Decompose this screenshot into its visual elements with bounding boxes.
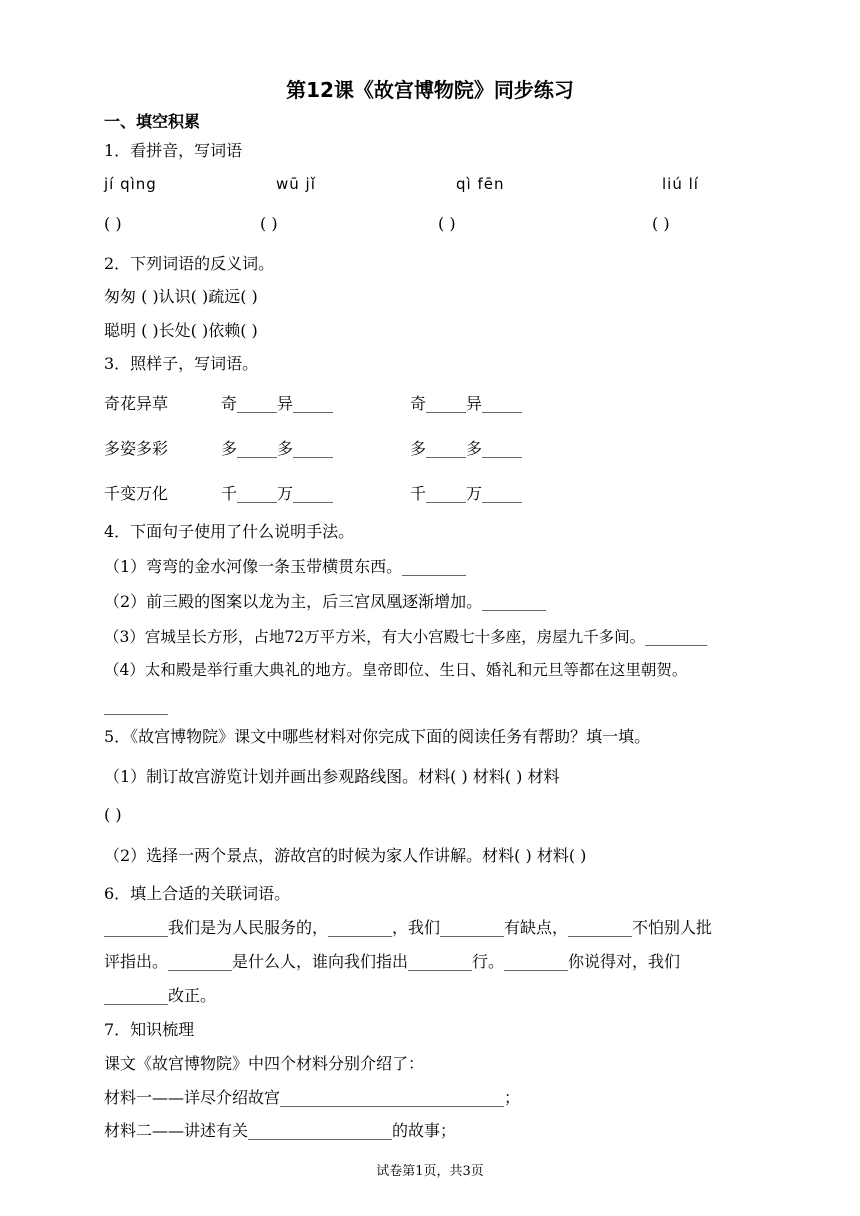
pinyin-3: qì fēn: [456, 175, 505, 193]
question-7-heading: 7．知识梳理: [104, 1020, 195, 1039]
question-1-heading: 1．看拼音，写词语: [104, 141, 243, 160]
conjunction-line-3[interactable]: ________改正。: [104, 986, 217, 1005]
reading-task-2[interactable]: （2）选择一两个景点，游故宫的时候为家人作讲解。材料( ) 材料( ): [104, 846, 587, 865]
sentence-item-4-blank[interactable]: ________: [104, 696, 168, 715]
pattern-blank[interactable]: 奇_____异_____: [221, 394, 334, 413]
example-word: 千变万化: [104, 484, 169, 503]
antonym-row-2[interactable]: 聪明 ( )长处( )依赖( ): [104, 321, 258, 340]
material-1-line[interactable]: 材料一——详尽介绍故宫____________________________；: [104, 1088, 521, 1107]
conjunction-line-2[interactable]: 评指出。________是什么人，谁向我们指出________行。________你说得对，我们: [104, 952, 681, 971]
material-2-line[interactable]: 材料二——讲述有关__________________的故事；: [104, 1121, 457, 1140]
answer-blank-3[interactable]: ( ): [438, 214, 456, 233]
answer-blank-2[interactable]: ( ): [260, 214, 278, 233]
pattern-blank[interactable]: 多_____多_____: [221, 439, 334, 458]
sentence-item-1[interactable]: （1）弯弯的金水河像一条玉带横贯东西。________: [104, 557, 467, 576]
reading-task-1-cont[interactable]: ( ): [104, 805, 122, 824]
page-footer: 试卷第1页，共3页: [376, 1164, 484, 1179]
pattern-blank[interactable]: 千_____万_____: [221, 484, 334, 503]
pinyin-4: liú lí: [662, 175, 699, 193]
example-word: 奇花异草: [104, 394, 169, 413]
answer-blank-4[interactable]: ( ): [652, 214, 670, 233]
pinyin-2: wū jǐ: [276, 175, 316, 193]
example-word: 多姿多彩: [104, 439, 169, 458]
pattern-blank[interactable]: 多_____多_____: [410, 439, 523, 458]
sentence-item-3[interactable]: （3）宫城呈长方形，占地72万平方米，有大小宫殿七十多座，房屋九千多间。________: [104, 628, 708, 646]
knowledge-intro: 课文《故宫博物院》中四个材料分别介绍了：: [104, 1054, 425, 1073]
conjunction-line-1[interactable]: ________我们是为人民服务的，________，我们________有缺点，________不怕别人批: [104, 918, 713, 937]
pinyin-1: jí qìng: [104, 175, 157, 193]
sentence-item-4: （4）太和殿是举行重大典礼的地方。皇帝即位、生日、婚礼和元旦等都在这里朝贺。: [104, 661, 688, 679]
sentence-item-2[interactable]: （2）前三殿的图案以龙为主，后三宫凤凰逐渐增加。________: [104, 592, 547, 611]
question-6-heading: 6．填上合适的关联词语。: [104, 884, 291, 903]
antonym-row-1[interactable]: 匆匆 ( )认识( )疏远( ): [104, 287, 258, 306]
question-2-heading: 2．下列词语的反义词。: [104, 254, 275, 273]
page-title: 第12课《故宫博物院》同步练习: [286, 78, 574, 102]
question-3-heading: 3．照样子，写词语。: [104, 354, 259, 373]
question-4-heading: 4．下面句子使用了什么说明手法。: [104, 522, 355, 541]
answer-blank-1[interactable]: ( ): [104, 214, 122, 233]
pattern-blank[interactable]: 奇_____异_____: [410, 394, 523, 413]
section-heading: 一、填空积累: [104, 112, 201, 131]
question-5-heading: 5．《故宫博物院》课文中哪些材料对你完成下面的阅读任务有帮助？填一填。: [104, 727, 651, 746]
reading-task-1[interactable]: （1）制订故宫游览计划并画出参观路线图。材料( ) 材料( ) 材料: [104, 767, 560, 786]
pattern-blank[interactable]: 千_____万_____: [410, 484, 523, 503]
